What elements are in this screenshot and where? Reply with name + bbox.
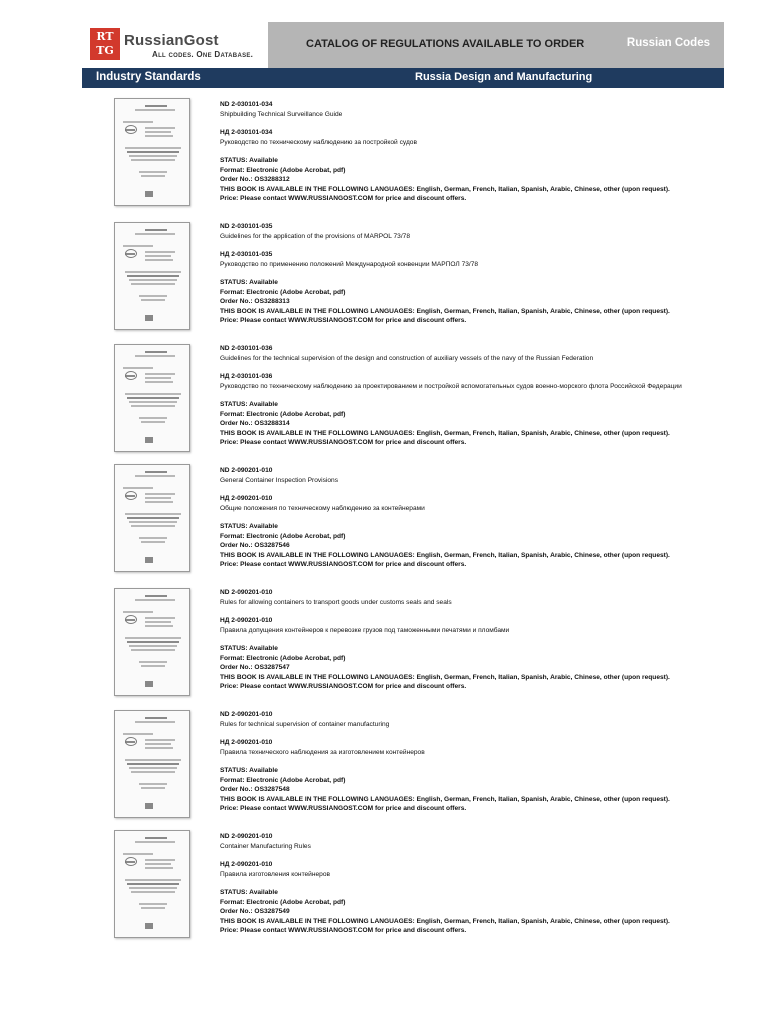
format-text: Format: Electronic (Adobe Acrobat, pdf) — [220, 166, 346, 174]
emblem-icon — [125, 737, 137, 746]
languages-text: THIS BOOK IS AVAILABLE IN THE FOLLOWING LANGUAGES: English, German, French, Italian, Spanish, Arabic, Chinese, other (upon request). — [220, 307, 670, 315]
publisher-mark-icon — [145, 803, 153, 809]
section-bar — [82, 68, 724, 88]
document-code-en: ND 2-090201-010 — [220, 589, 273, 596]
emblem-icon — [125, 125, 137, 134]
cover-text-line — [145, 131, 171, 133]
cover-text-line — [141, 541, 165, 543]
cover-text-line — [131, 405, 175, 407]
cover-text-line — [145, 381, 173, 383]
document-code-en: ND 2-030101-035 — [220, 223, 273, 230]
cover-text-line — [123, 367, 153, 369]
status-text: STATUS: Available — [220, 157, 278, 164]
cover-text-line — [125, 147, 181, 149]
cover-text-line — [135, 109, 175, 111]
cover-text-line — [145, 229, 167, 231]
order-number: Order No.: OS3288313 — [220, 298, 290, 305]
status-text: STATUS: Available — [220, 889, 278, 896]
cover-text-line — [129, 155, 177, 157]
cover-text-line — [127, 517, 179, 519]
logo-mark-icon: RT TG — [90, 28, 120, 60]
document-title-ru: Правила технического наблюдения за изготовлением контейнеров — [220, 748, 425, 756]
cover-text-line — [125, 637, 181, 639]
price-text[interactable]: Price: Please contact WWW.RUSSIANGOST.COM for price and discount offers. — [220, 561, 467, 568]
cover-text-line — [145, 739, 175, 741]
order-number: Order No.: OS3287547 — [220, 664, 290, 671]
cover-text-line — [145, 867, 173, 869]
cover-text-line — [129, 767, 177, 769]
catalog-bar — [268, 22, 724, 68]
price-text[interactable]: Price: Please contact WWW.RUSSIANGOST.COM for price and discount offers. — [220, 805, 467, 812]
industry-standards-label: Industry Standards — [96, 71, 201, 83]
document-title-ru: Правила изготовления контейнеров — [220, 870, 331, 878]
cover-text-line — [139, 295, 167, 297]
status-text: STATUS: Available — [220, 523, 278, 530]
cover-text-line — [123, 245, 153, 247]
cover-text-line — [125, 879, 181, 881]
status-text: STATUS: Available — [220, 645, 278, 652]
cover-text-line — [135, 475, 175, 477]
cover-text-line — [135, 721, 175, 723]
entry-details — [220, 344, 740, 448]
publisher-mark-icon — [145, 315, 153, 321]
document-code-en: ND 2-030101-034 — [220, 101, 273, 108]
cover-text-line — [123, 733, 153, 735]
entry-details — [220, 466, 740, 570]
cover-text-line — [145, 621, 171, 623]
price-text[interactable]: Price: Please contact WWW.RUSSIANGOST.COM for price and discount offers. — [220, 317, 467, 324]
document-code-en: ND 2-090201-010 — [220, 467, 273, 474]
publisher-mark-icon — [145, 681, 153, 687]
cover-text-line — [145, 595, 167, 597]
cover-text-line — [145, 747, 173, 749]
cover-text-line — [141, 175, 165, 177]
cover-text-line — [135, 355, 175, 357]
languages-text: THIS BOOK IS AVAILABLE IN THE FOLLOWING LANGUAGES: English, German, French, Italian, Spanish, Arabic, Chinese, other (upon request). — [220, 429, 670, 437]
cover-text-line — [131, 771, 175, 773]
cover-text-line — [125, 393, 181, 395]
document-cover-thumbnail[interactable] — [114, 222, 190, 330]
status-text: STATUS: Available — [220, 401, 278, 408]
cover-text-line — [127, 275, 179, 277]
document-cover-thumbnail[interactable] — [114, 588, 190, 696]
document-code-ru: НД 2-030101-035 — [220, 251, 273, 258]
cover-text-line — [145, 497, 171, 499]
logo-name: RussianGost — [124, 32, 219, 49]
russian-codes-label: Russian Codes — [626, 37, 710, 49]
document-title-en: Rules for allowing containers to transport goods under customs seals and seals — [220, 598, 452, 606]
cover-text-line — [131, 891, 175, 893]
document-title-ru: Правила допущения контейнеров к перевозке грузов под таможенными печатями и пломбами — [220, 626, 510, 634]
cover-text-line — [135, 841, 175, 843]
emblem-icon — [125, 371, 137, 380]
cover-text-line — [145, 259, 173, 261]
section-title: Russia Design and Manufacturing — [415, 71, 593, 83]
document-cover-thumbnail[interactable] — [114, 98, 190, 206]
cover-text-line — [141, 421, 165, 423]
cover-text-line — [127, 883, 179, 885]
emblem-icon — [125, 249, 137, 258]
cover-text-line — [145, 863, 171, 865]
cover-text-line — [129, 521, 177, 523]
order-number: Order No.: OS3287546 — [220, 542, 290, 549]
cover-text-line — [145, 743, 171, 745]
document-code-ru: НД 2-030101-034 — [220, 129, 273, 136]
status-text: STATUS: Available — [220, 767, 278, 774]
order-number: Order No.: OS3287549 — [220, 908, 290, 915]
document-title-ru: Руководство по техническому наблюдению за постройкой судов — [220, 138, 417, 146]
cover-text-line — [145, 373, 175, 375]
cover-text-line — [139, 661, 167, 663]
entry-details — [220, 100, 740, 204]
cover-text-line — [123, 611, 153, 613]
document-title-en: General Container Inspection Provisions — [220, 476, 339, 484]
cover-text-line — [131, 649, 175, 651]
cover-text-line — [131, 525, 175, 527]
cover-text-line — [139, 417, 167, 419]
cover-text-line — [145, 105, 167, 107]
document-code-ru: НД 2-090201-010 — [220, 861, 273, 868]
document-title-en: Shipbuilding Technical Surveillance Guide — [220, 110, 343, 118]
document-cover-thumbnail[interactable] — [114, 710, 190, 818]
entry-details — [220, 588, 740, 692]
cover-text-line — [139, 903, 167, 905]
order-number: Order No.: OS3288312 — [220, 176, 290, 183]
cover-text-line — [145, 493, 175, 495]
languages-text: THIS BOOK IS AVAILABLE IN THE FOLLOWING LANGUAGES: English, German, French, Italian, Spanish, Arabic, Chinese, other (upon request). — [220, 185, 670, 193]
document-cover-thumbnail[interactable] — [114, 344, 190, 452]
document-code-en: ND 2-090201-010 — [220, 833, 273, 840]
document-code-en: ND 2-090201-010 — [220, 711, 273, 718]
publisher-mark-icon — [145, 437, 153, 443]
order-number: Order No.: OS3287548 — [220, 786, 290, 793]
publisher-mark-icon — [145, 191, 153, 197]
cover-text-line — [129, 401, 177, 403]
cover-text-line — [125, 271, 181, 273]
cover-text-line — [123, 121, 153, 123]
cover-text-line — [141, 665, 165, 667]
cover-text-line — [127, 397, 179, 399]
cover-text-line — [125, 513, 181, 515]
price-text[interactable]: Price: Please contact WWW.RUSSIANGOST.COM for price and discount offers. — [220, 195, 467, 202]
format-text: Format: Electronic (Adobe Acrobat, pdf) — [220, 654, 346, 662]
format-text: Format: Electronic (Adobe Acrobat, pdf) — [220, 776, 346, 784]
document-title-ru: Руководство по применению положений Международной конвенции МАРПОЛ 73/78 — [220, 260, 479, 268]
cover-text-line — [123, 853, 153, 855]
price-text[interactable]: Price: Please contact WWW.RUSSIANGOST.COM for price and discount offers. — [220, 927, 467, 934]
entry-details — [220, 710, 740, 814]
cover-text-line — [131, 159, 175, 161]
document-title-ru: Руководство по техническому наблюдению за проектированием и постройкой вспомогательных судов военно-морского флота Российской Федерации — [220, 382, 682, 390]
cover-text-line — [141, 907, 165, 909]
cover-text-line — [139, 783, 167, 785]
cover-text-line — [145, 617, 175, 619]
cover-text-line — [135, 599, 175, 601]
cover-text-line — [135, 233, 175, 235]
publisher-mark-icon — [145, 557, 153, 563]
cover-text-line — [145, 251, 175, 253]
cover-text-line — [145, 127, 175, 129]
format-text: Format: Electronic (Adobe Acrobat, pdf) — [220, 410, 346, 418]
cover-text-line — [145, 717, 167, 719]
document-title-ru: Общие положения по техническому наблюдению за контейнерами — [220, 504, 425, 512]
languages-text: THIS BOOK IS AVAILABLE IN THE FOLLOWING LANGUAGES: English, German, French, Italian, Spanish, Arabic, Chinese, other (upon request). — [220, 917, 670, 925]
document-cover-thumbnail[interactable] — [114, 830, 190, 938]
cover-text-line — [145, 471, 167, 473]
price-text[interactable]: Price: Please contact WWW.RUSSIANGOST.COM for price and discount offers. — [220, 439, 467, 446]
document-cover-thumbnail[interactable] — [114, 464, 190, 572]
cover-text-line — [145, 837, 167, 839]
order-number: Order No.: OS3288314 — [220, 420, 290, 427]
logo[interactable] — [82, 22, 268, 68]
format-text: Format: Electronic (Adobe Acrobat, pdf) — [220, 288, 346, 296]
publisher-mark-icon — [145, 923, 153, 929]
entry-details — [220, 222, 740, 326]
document-title-en: Container Manufacturing Rules — [220, 842, 311, 850]
document-title-en: Guidelines for the application of the provisions of MARPOL 73/78 — [220, 232, 410, 240]
cover-text-line — [127, 763, 179, 765]
cover-text-line — [145, 377, 171, 379]
cover-text-line — [127, 641, 179, 643]
format-text: Format: Electronic (Adobe Acrobat, pdf) — [220, 898, 346, 906]
document-code-ru: НД 2-090201-010 — [220, 739, 273, 746]
cover-text-line — [139, 537, 167, 539]
cover-text-line — [145, 135, 173, 137]
cover-text-line — [131, 283, 175, 285]
cover-text-line — [125, 759, 181, 761]
cover-text-line — [127, 151, 179, 153]
status-text: STATUS: Available — [220, 279, 278, 286]
languages-text: THIS BOOK IS AVAILABLE IN THE FOLLOWING LANGUAGES: English, German, French, Italian, Spanish, Arabic, Chinese, other (upon request). — [220, 551, 670, 559]
document-code-ru: НД 2-090201-010 — [220, 617, 273, 624]
languages-text: THIS BOOK IS AVAILABLE IN THE FOLLOWING LANGUAGES: English, German, French, Italian, Spanish, Arabic, Chinese, other (upon request). — [220, 673, 670, 681]
languages-text: THIS BOOK IS AVAILABLE IN THE FOLLOWING LANGUAGES: English, German, French, Italian, Spanish, Arabic, Chinese, other (upon request). — [220, 795, 670, 803]
emblem-icon — [125, 491, 137, 500]
cover-text-line — [145, 625, 173, 627]
document-code-ru: НД 2-090201-010 — [220, 495, 273, 502]
catalog-title: CATALOG OF REGULATIONS AVAILABLE TO ORDER — [306, 38, 585, 50]
cover-text-line — [141, 299, 165, 301]
cover-text-line — [129, 645, 177, 647]
cover-text-line — [139, 171, 167, 173]
entry-details — [220, 832, 740, 936]
cover-text-line — [145, 859, 175, 861]
emblem-icon — [125, 615, 137, 624]
document-code-en: ND 2-030101-036 — [220, 345, 273, 352]
price-text[interactable]: Price: Please contact WWW.RUSSIANGOST.COM for price and discount offers. — [220, 683, 467, 690]
logo-tagline: All codes. One Database. — [152, 50, 254, 59]
page-header — [82, 22, 724, 68]
cover-text-line — [129, 887, 177, 889]
cover-text-line — [123, 487, 153, 489]
document-title-en: Guidelines for the technical supervision of the design and construction of auxiliary vessels of the navy of the Russian Federation — [220, 354, 594, 362]
cover-text-line — [145, 501, 173, 503]
cover-text-line — [145, 351, 167, 353]
cover-text-line — [129, 279, 177, 281]
document-code-ru: НД 2-030101-036 — [220, 373, 273, 380]
document-title-en: Rules for technical supervision of container manufacturing — [220, 720, 390, 728]
cover-text-line — [145, 255, 171, 257]
emblem-icon — [125, 857, 137, 866]
format-text: Format: Electronic (Adobe Acrobat, pdf) — [220, 532, 346, 540]
cover-text-line — [141, 787, 165, 789]
